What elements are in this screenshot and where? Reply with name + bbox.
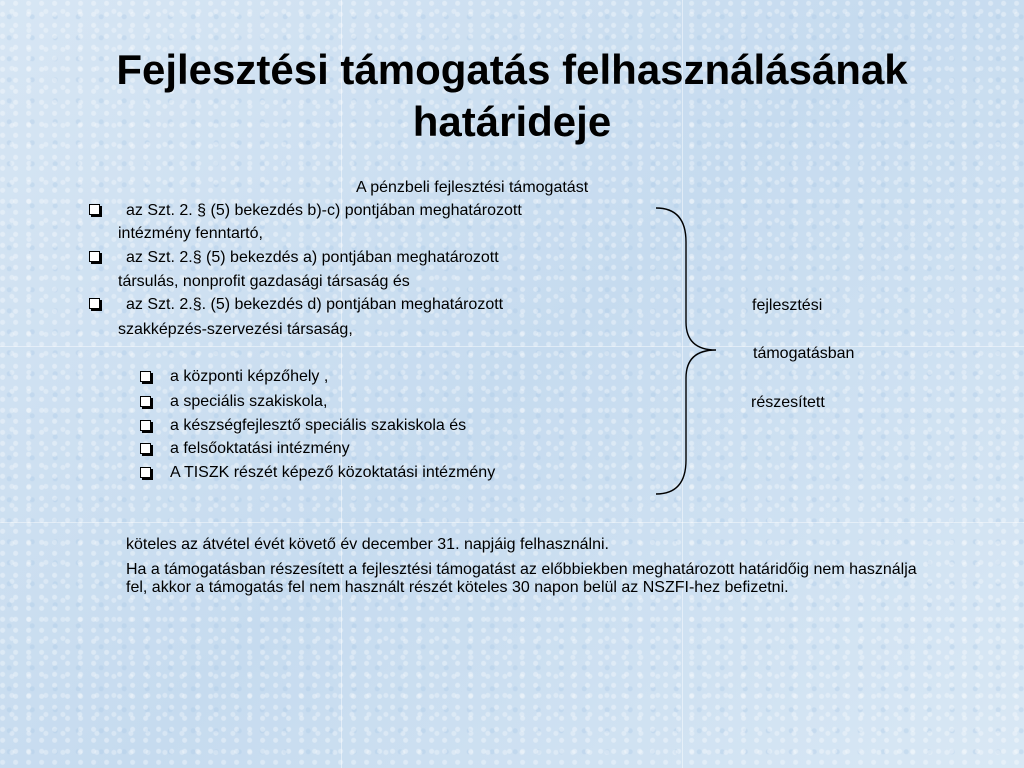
sub-list-item: a központi képzőhely , xyxy=(170,368,329,385)
side-label-line: fejlesztési xyxy=(752,297,823,314)
checkbox-bullet-icon xyxy=(89,251,100,262)
background-seam xyxy=(0,346,1024,347)
checkbox-bullet-icon xyxy=(89,298,100,309)
list-item-line: az Szt. 2.§ (5) bekezdés a) pontjában meghatározott xyxy=(126,249,499,266)
side-label-line: támogatásban xyxy=(753,345,855,362)
sub-list-item: a készségfejlesztő speciális szakiskola és xyxy=(170,417,467,434)
side-label-line: részesített xyxy=(751,394,825,411)
slide-title xyxy=(40,44,984,148)
note-paragraph: Ha a támogatásban részesített a fejlesztési támogatást az előbbiekben meghatározott határidőig nem használja fel, akkor a támogatás fel nem használt részét köteles 30 napon belül az NSZFI-hez befizetni. xyxy=(126,561,917,596)
list-item-line: az Szt. 2.§. (5) bekezdés d) pontjában meghatározott xyxy=(126,296,504,313)
sub-list-item: a felsőoktatási intézmény xyxy=(170,440,350,457)
list-item-line: szakképzés-szervezési társaság, xyxy=(118,321,353,338)
checkbox-bullet-icon xyxy=(140,396,151,407)
title-line-1: Fejlesztési támogatás felhasználásának xyxy=(116,46,908,93)
sub-list-item: a speciális szakiskola, xyxy=(170,393,328,410)
title-line-2: határideje xyxy=(412,98,612,145)
conclusion-text: köteles az átvétel évét követő év december 31. napjáig felhasználni. xyxy=(126,536,609,553)
list-item-line: az Szt. 2. § (5) bekezdés b)-c) pontjában meghatározott xyxy=(126,202,522,219)
background-seam xyxy=(0,522,1024,523)
checkbox-bullet-icon xyxy=(140,371,151,382)
list-item-line: intézmény fenntartó, xyxy=(118,225,263,242)
checkbox-bullet-icon xyxy=(140,420,151,431)
checkbox-bullet-icon xyxy=(89,204,100,215)
checkbox-bullet-icon xyxy=(140,467,151,478)
list-item-line: társulás, nonprofit gazdasági társaság és xyxy=(118,273,410,290)
sub-list-item: A TISZK részét képező közoktatási intézmény xyxy=(170,464,496,481)
intro-text: A pénzbeli fejlesztési támogatást xyxy=(356,179,589,196)
right-brace-icon xyxy=(652,202,722,502)
checkbox-bullet-icon xyxy=(140,443,151,454)
